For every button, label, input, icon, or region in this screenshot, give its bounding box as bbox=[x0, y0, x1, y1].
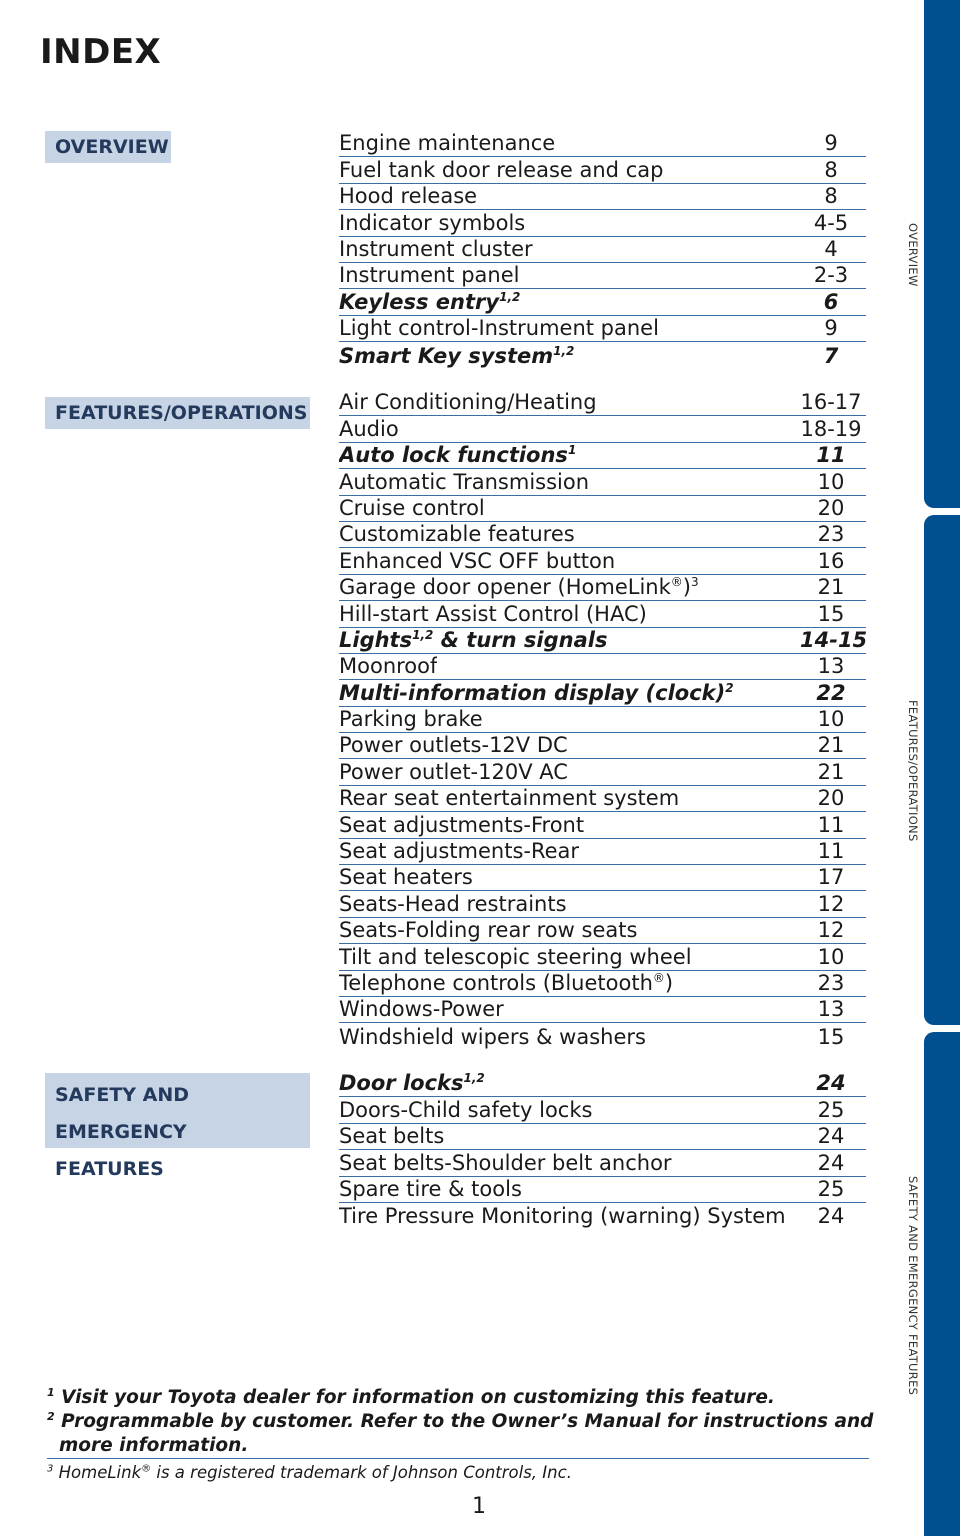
index-entry-text: Cruise control bbox=[339, 495, 485, 520]
index-entry-text: Seat belts bbox=[339, 1124, 445, 1149]
index-entry-name bbox=[339, 680, 734, 706]
index-entry bbox=[339, 342, 866, 368]
index-entry-name bbox=[339, 627, 607, 653]
side-tab-label-safety: SAFETY AND EMERGENCY FEATURES bbox=[906, 1175, 920, 1396]
index-entry-page: 15 bbox=[817, 601, 845, 626]
index-entry-name bbox=[339, 732, 568, 758]
index-entry-text: Automatic Transmission bbox=[339, 469, 590, 494]
index-entry bbox=[339, 971, 866, 997]
index-entry bbox=[339, 289, 866, 315]
index-entry-page: 23 bbox=[817, 522, 845, 547]
footnote-mark: 1 bbox=[47, 1385, 55, 1399]
category-label-text: FEATURES/OPERATIONS bbox=[55, 402, 308, 424]
page-number: 1 bbox=[472, 1494, 486, 1519]
index-entry-page: 25 bbox=[817, 1176, 845, 1201]
index-entry-page: 4 bbox=[824, 236, 838, 261]
index-entry-superscript: 3 bbox=[690, 575, 699, 590]
index-entry-page: 20 bbox=[817, 495, 845, 520]
index-entry-text: Windows-Power bbox=[339, 997, 504, 1022]
index-entry-superscript: ® bbox=[652, 970, 665, 985]
index-entry bbox=[339, 601, 866, 627]
index-entry-name bbox=[339, 495, 485, 521]
index-entry-text: Hill-start Assist Control (HAC) bbox=[339, 601, 647, 626]
index-entry-page: 15 bbox=[817, 1024, 845, 1049]
index-entry-name bbox=[339, 1150, 672, 1176]
index-entry-text: ) bbox=[682, 575, 691, 600]
index-entry bbox=[339, 443, 866, 469]
index-entry-name bbox=[339, 653, 437, 679]
index-entry-name bbox=[339, 262, 519, 288]
index-entry-text: Tire Pressure Monitoring (warning) System bbox=[339, 1204, 786, 1229]
index-entry-text: Lights bbox=[339, 627, 413, 652]
index-entry-page: 9 bbox=[824, 131, 838, 156]
category-label-text: EMERGENCY FEATURES bbox=[55, 1121, 187, 1180]
index-entry-name bbox=[339, 891, 567, 917]
category-label-overview bbox=[45, 131, 171, 163]
index-entry-page: 21 bbox=[817, 759, 845, 784]
side-tab-label-overview: OVERVIEW bbox=[906, 223, 920, 287]
footnote-1 bbox=[47, 1386, 877, 1410]
index-entry-page: 8 bbox=[824, 184, 838, 209]
index-entry bbox=[339, 733, 866, 759]
index-entry-superscript: 1 bbox=[567, 443, 577, 458]
index-entry-name bbox=[339, 521, 575, 547]
index-entry-text: Seat adjustments-Front bbox=[339, 812, 585, 837]
index-entry-page: 24 bbox=[817, 1204, 845, 1229]
side-tab-safety[interactable] bbox=[924, 1032, 960, 1536]
index-entry bbox=[339, 157, 866, 183]
index-entry bbox=[339, 707, 866, 733]
index-entry-text: Hood release bbox=[339, 184, 478, 209]
index-entry-page: 21 bbox=[817, 575, 845, 600]
index-entry bbox=[339, 839, 866, 865]
index-entry-page: 4-5 bbox=[813, 210, 849, 235]
index-entry-page: 9 bbox=[824, 316, 838, 341]
index-entry bbox=[339, 680, 866, 706]
index-entry-text: Seat belts-Shoulder belt anchor bbox=[339, 1150, 672, 1175]
index-entry-page: 8 bbox=[824, 157, 838, 182]
index-entry-name bbox=[339, 706, 483, 732]
index-entry bbox=[339, 131, 866, 157]
category-label-features bbox=[45, 397, 310, 429]
index-entry-text: Telephone controls (Bluetooth bbox=[339, 970, 653, 995]
index-entry-name bbox=[339, 1097, 592, 1123]
index-entry bbox=[339, 786, 866, 812]
index-entry-page: 20 bbox=[817, 786, 845, 811]
index-entry-page: 6 bbox=[823, 289, 839, 314]
index-entry bbox=[339, 1097, 866, 1123]
index-entry bbox=[339, 316, 866, 342]
index-entry-text: Air Conditioning/Heating bbox=[339, 390, 597, 415]
index-entry bbox=[339, 1150, 866, 1176]
index-entry-name bbox=[339, 289, 520, 315]
index-entry-superscript: 2 bbox=[725, 680, 734, 695]
footnote-2 bbox=[47, 1410, 877, 1458]
index-entry-superscript: 1,2 bbox=[412, 627, 434, 642]
index-entry-page: 7 bbox=[823, 343, 839, 368]
index-entry-text: Indicator symbols bbox=[339, 210, 526, 235]
index-entry-text: Enhanced VSC OFF button bbox=[339, 548, 616, 573]
index-entry-page: 13 bbox=[817, 654, 845, 679]
registered-mark: ® bbox=[141, 1463, 152, 1475]
index-entry-text: Auto lock functions bbox=[339, 443, 568, 468]
category-label-text: SAFETY AND bbox=[55, 1084, 190, 1106]
index-entry-text: Tilt and telescopic steering wheel bbox=[339, 944, 692, 969]
index-entry-text: Instrument panel bbox=[339, 263, 520, 288]
index-entry-page: 11 bbox=[816, 443, 846, 468]
index-entry-page: 12 bbox=[817, 891, 845, 916]
index-entry-text: Engine maintenance bbox=[339, 131, 556, 156]
index-entry-page: 23 bbox=[817, 970, 845, 995]
index-entry-page: 22 bbox=[816, 680, 846, 705]
index-entry bbox=[339, 184, 866, 210]
index-entry-name bbox=[339, 210, 525, 236]
index-entry-text: Power outlet-120V AC bbox=[339, 759, 568, 784]
index-entry-name bbox=[339, 838, 579, 864]
index-entry bbox=[339, 496, 866, 522]
index-entry-page: 25 bbox=[817, 1097, 845, 1122]
index-entry-superscript: ® bbox=[670, 575, 683, 590]
index-entry-name bbox=[339, 1024, 646, 1050]
index-entry-text: Rear seat entertainment system bbox=[339, 786, 680, 811]
index-entry-text: Power outlets-12V DC bbox=[339, 733, 568, 758]
index-entry bbox=[339, 918, 866, 944]
index-entry-text: & turn signals bbox=[433, 627, 608, 652]
index-entry bbox=[339, 237, 866, 263]
index-entry bbox=[339, 1177, 866, 1203]
category-label-safety bbox=[45, 1073, 310, 1180]
side-tab-overview[interactable] bbox=[924, 0, 960, 508]
index-list-overview bbox=[339, 131, 866, 369]
footnote-mark: 3 bbox=[47, 1463, 54, 1475]
index-entry-text: Fuel tank door release and cap bbox=[339, 157, 664, 182]
footnote-text: Visit your Toyota dealer for information on customizing this feature. bbox=[54, 1387, 775, 1408]
index-entry-page: 11 bbox=[817, 812, 845, 837]
footnote-text: Programmable by customer. Refer to the Owner’s Manual for instructions and bbox=[54, 1411, 874, 1432]
index-entry bbox=[339, 390, 866, 416]
index-entry-superscript: 1,2 bbox=[463, 1071, 485, 1086]
index-entry-text: Customizable features bbox=[339, 522, 575, 547]
index-entry-text: Seat adjustments-Rear bbox=[339, 839, 580, 864]
index-entry-page: 24 bbox=[817, 1150, 845, 1175]
index-entry-text: Moonroof bbox=[339, 654, 438, 679]
index-entry-name bbox=[339, 812, 584, 838]
index-entry-text: Instrument cluster bbox=[339, 236, 533, 261]
index-entry bbox=[339, 1203, 866, 1229]
index-entry-name bbox=[339, 601, 647, 627]
index-list-features bbox=[339, 390, 866, 1050]
index-entry-text: Garage door opener (HomeLink bbox=[339, 575, 671, 600]
index-entry-text: Light control-Instrument panel bbox=[339, 316, 659, 341]
index-entry-name bbox=[339, 236, 533, 262]
index-entry-text: Doors-Child safety locks bbox=[339, 1097, 593, 1122]
index-entry-page: 11 bbox=[817, 839, 845, 864]
index-entry-name bbox=[339, 442, 576, 468]
index-entry bbox=[339, 1071, 866, 1097]
footnote-mark: 2 bbox=[47, 1409, 55, 1423]
index-entry bbox=[339, 654, 866, 680]
index-entry-name bbox=[339, 759, 568, 785]
index-entry-name bbox=[339, 548, 615, 574]
footnote-text-continued: more information. bbox=[59, 1435, 249, 1456]
index-entry-superscript: 1,2 bbox=[553, 343, 575, 358]
index-entry-name bbox=[339, 416, 399, 442]
index-entry-text: Parking brake bbox=[339, 707, 483, 732]
index-entry-text: ) bbox=[664, 970, 674, 995]
index-entry bbox=[339, 548, 866, 574]
footnote-divider bbox=[47, 1458, 869, 1459]
index-entry-name bbox=[339, 864, 473, 890]
footnote-text: HomeLink bbox=[53, 1463, 142, 1482]
index-entry-text: Seats-Folding rear row seats bbox=[339, 918, 638, 943]
index-entry bbox=[339, 263, 866, 289]
index-entry-name bbox=[339, 469, 589, 495]
index-entry-text: Keyless entry bbox=[339, 289, 500, 314]
index-entry-text: Seat heaters bbox=[339, 865, 473, 890]
index-entry-name bbox=[339, 1070, 485, 1096]
index-entry-name bbox=[339, 574, 699, 600]
index-entry-name bbox=[339, 944, 692, 970]
index-entry bbox=[339, 522, 866, 548]
index-entry-text: Door locks bbox=[339, 1071, 464, 1096]
index-entry-page: 24 bbox=[816, 1071, 846, 1096]
footnote-3 bbox=[47, 1461, 572, 1485]
index-entry-name bbox=[339, 315, 659, 341]
index-entry-name bbox=[339, 389, 597, 415]
index-entry-name bbox=[339, 343, 574, 369]
index-entry-page: 10 bbox=[817, 469, 845, 494]
index-entry-text: Spare tire & tools bbox=[339, 1176, 522, 1201]
index-entry bbox=[339, 944, 866, 970]
index-entry bbox=[339, 865, 866, 891]
index-entry-name bbox=[339, 1203, 786, 1229]
index-entry-page: 16 bbox=[817, 548, 845, 573]
footnote-text: is a registered trademark of Johnson Controls, Inc. bbox=[151, 1463, 572, 1482]
index-entry bbox=[339, 416, 866, 442]
index-entry-page: 13 bbox=[817, 997, 845, 1022]
index-entry bbox=[339, 575, 866, 601]
index-entry-text: Smart Key system bbox=[339, 343, 554, 368]
index-entry-name bbox=[339, 157, 663, 183]
index-entry bbox=[339, 469, 866, 495]
index-entry bbox=[339, 1124, 866, 1150]
index-entry-name bbox=[339, 785, 679, 811]
index-list-safety bbox=[339, 1071, 866, 1229]
index-entry-name bbox=[339, 970, 673, 996]
index-entry-text: Seats-Head restraints bbox=[339, 891, 567, 916]
index-entry-text: Audio bbox=[339, 416, 399, 441]
index-entry bbox=[339, 997, 866, 1023]
index-entry-name bbox=[339, 917, 637, 943]
index-entry-page: 16-17 bbox=[800, 390, 862, 415]
index-entry bbox=[339, 1023, 866, 1049]
page-title: INDEX bbox=[40, 32, 162, 72]
index-entry-name bbox=[339, 130, 555, 156]
index-entry-page: 17 bbox=[817, 865, 845, 890]
index-entry-name bbox=[339, 1123, 444, 1149]
index-entry-page: 10 bbox=[817, 707, 845, 732]
index-entry-page: 14-15 bbox=[800, 627, 868, 652]
index-entry-page: 24 bbox=[817, 1124, 845, 1149]
index-entry bbox=[339, 759, 866, 785]
index-entry-name bbox=[339, 996, 504, 1022]
index-entry-page: 2-3 bbox=[813, 263, 849, 288]
index-entry-name bbox=[339, 183, 477, 209]
index-entry-text: Multi-information display (clock) bbox=[339, 680, 726, 705]
index-entry bbox=[339, 210, 866, 236]
index-entry-page: 21 bbox=[817, 733, 845, 758]
side-tab-features[interactable] bbox=[924, 515, 960, 1025]
index-entry-superscript: 1,2 bbox=[499, 289, 521, 304]
index-entry-page: 18-19 bbox=[800, 416, 862, 441]
index-entry-page: 12 bbox=[817, 918, 845, 943]
side-tab-label-features: FEATURES/OPERATIONS bbox=[906, 699, 920, 842]
index-entry-page: 10 bbox=[817, 944, 845, 969]
category-label-text: OVERVIEW bbox=[55, 136, 169, 158]
index-entry bbox=[339, 812, 866, 838]
index-entry-text: Windshield wipers & washers bbox=[339, 1024, 646, 1049]
index-entry bbox=[339, 891, 866, 917]
section-tabs-sidebar bbox=[924, 0, 960, 1536]
index-entry bbox=[339, 628, 866, 654]
index-entry-name bbox=[339, 1176, 522, 1202]
